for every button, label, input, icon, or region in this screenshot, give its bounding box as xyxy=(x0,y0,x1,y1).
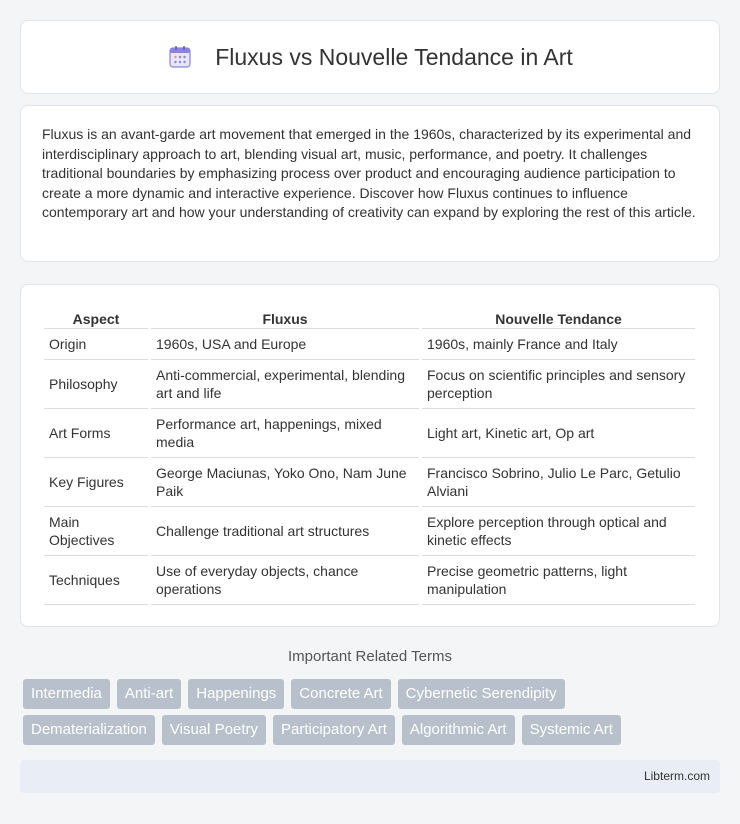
cell-fluxus: Performance art, happenings, mixed media xyxy=(151,409,419,458)
cell-aspect: Philosophy xyxy=(44,360,148,409)
tag-intermedia[interactable]: Intermedia xyxy=(23,679,110,709)
cell-nouvelle-tendance: Focus on scientific principles and sensory perception xyxy=(422,360,695,409)
table-row xyxy=(44,507,695,556)
cell-aspect: Main Objectives xyxy=(44,507,148,556)
table-row xyxy=(44,556,695,605)
tag-row xyxy=(23,679,723,709)
calendar-icon xyxy=(167,44,193,70)
related-terms-list xyxy=(23,679,723,751)
tag-visual-poetry[interactable]: Visual Poetry xyxy=(162,715,266,745)
comparison-card xyxy=(20,284,720,627)
cell-fluxus: Anti-commercial, experimental, blending art and life xyxy=(151,360,419,409)
cell-fluxus: 1960s, USA and Europe xyxy=(151,329,419,360)
tag-happenings[interactable]: Happenings xyxy=(188,679,284,709)
related-terms-title: Important Related Terms xyxy=(288,648,452,665)
cell-nouvelle-tendance: 1960s, mainly France and Italy xyxy=(422,329,695,360)
cell-nouvelle-tendance: Light art, Kinetic art, Op art xyxy=(422,409,695,458)
cell-nouvelle-tendance: Explore perception through optical and kinetic effects xyxy=(422,507,695,556)
cell-aspect: Art Forms xyxy=(44,409,148,458)
header-aspect: Aspect xyxy=(44,305,148,329)
tag-participatory-art[interactable]: Participatory Art xyxy=(273,715,395,745)
intro-card xyxy=(20,105,720,262)
cell-nouvelle-tendance: Francisco Sobrino, Julio Le Parc, Getulio Alviani xyxy=(422,458,695,507)
footer-site-link[interactable]: Libterm.com xyxy=(643,769,710,783)
cell-aspect: Techniques xyxy=(44,556,148,605)
tag-dematerialization[interactable]: Dematerialization xyxy=(23,715,155,745)
table-header-row xyxy=(44,305,695,329)
tag-anti-art[interactable]: Anti-art xyxy=(117,679,181,709)
cell-fluxus: George Maciunas, Yoko Ono, Nam June Paik xyxy=(151,458,419,507)
header-nouvelle-tendance: Nouvelle Tendance xyxy=(422,305,695,329)
comparison-table xyxy=(41,305,698,605)
table-row xyxy=(44,458,695,507)
header-card xyxy=(20,20,720,94)
table-row xyxy=(44,360,695,409)
tag-algorithmic-art[interactable]: Algorithmic Art xyxy=(402,715,515,745)
table-row xyxy=(44,329,695,360)
tag-concrete-art[interactable]: Concrete Art xyxy=(291,679,390,709)
cell-fluxus: Use of everyday objects, chance operations xyxy=(151,556,419,605)
cell-aspect: Key Figures xyxy=(44,458,148,507)
intro-text: Fluxus is an avant-garde art movement that emerged in the 1960s, characterized by its experimental and interdisciplinary approach to art, blending visual art, music, performance, and poetry. It challenges traditional boundaries by emphasizing process over product and encouraging audience participation to create a more dynamic and interactive experience. Discover how Fluxus continues to influence contemporary art and how your understanding of creativity can expand by exploring the rest of this article. xyxy=(42,126,696,221)
header-fluxus: Fluxus xyxy=(151,305,419,329)
tag-cybernetic-serendipity[interactable]: Cybernetic Serendipity xyxy=(398,679,565,709)
page-title: Fluxus vs Nouvelle Tendance in Art xyxy=(215,43,573,70)
footer xyxy=(20,760,720,793)
table-row xyxy=(44,409,695,458)
tag-row xyxy=(23,715,723,745)
cell-fluxus: Challenge traditional art structures xyxy=(151,507,419,556)
tag-systemic-art[interactable]: Systemic Art xyxy=(522,715,621,745)
cell-aspect: Origin xyxy=(44,329,148,360)
cell-nouvelle-tendance: Precise geometric patterns, light manipulation xyxy=(422,556,695,605)
